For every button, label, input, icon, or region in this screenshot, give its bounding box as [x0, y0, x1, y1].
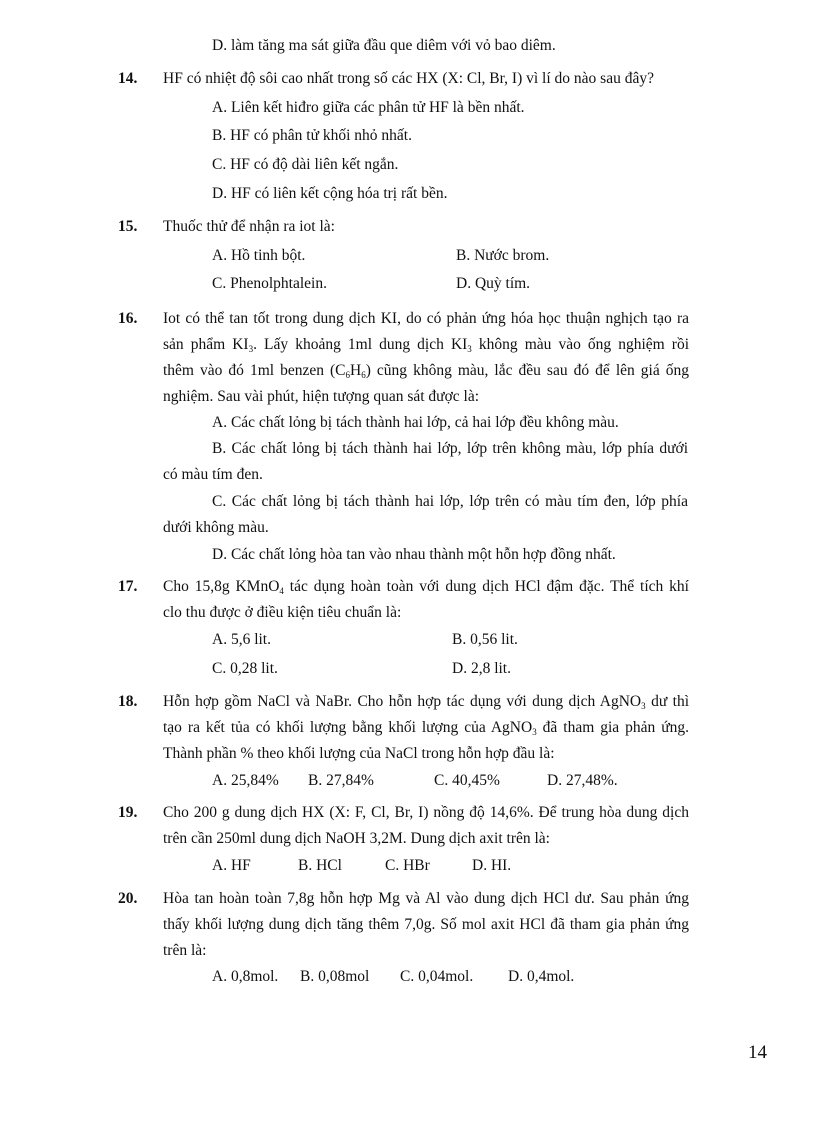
q15-stem: Thuốc thử để nhận ra iot là: [163, 218, 335, 235]
q18-stem-line-3: Thành phần % theo khối lượng của NaCl trong hỗn hợp đầu là: [163, 745, 555, 762]
q18-option-a: A. 25,84% [212, 772, 279, 789]
q20-option-a: A. 0,8mol. [212, 968, 279, 985]
q18-number: 18. [118, 693, 138, 710]
q16-option-c-line-2: dưới không màu. [163, 519, 269, 536]
q19-option-c: C. HBr [385, 857, 430, 874]
q13-option-d: D. làm tăng ma sát giữa đầu que diêm với vỏ bao diêm. [212, 37, 556, 54]
q14-stem: HF có nhiệt độ sôi cao nhất trong số các HX (X: Cl, Br, I) vì lí do nào sau đây? [163, 70, 654, 87]
q14-option-d: D. HF có liên kết cộng hóa trị rất bền. [212, 185, 448, 202]
q16-stem-line-2: sản phẩm $KI_3$. Lấy khoảng 1ml dung dịch $KI_3$ không màu vào ống nghiệm rồi [163, 336, 690, 354]
q18-stem-line-1: Hỗn hợp gồm NaCl và NaBr. Cho hỗn hợp tác dụng với dung dịch AgNO$_3$ dư thì [163, 693, 690, 711]
q17-stem-line-2: clo thu được ở điều kiện tiêu chuẩn là: [163, 604, 402, 621]
q17-option-a: A. 5,6 lit. [212, 631, 271, 648]
q16-option-b-line-2: có màu tím đen. [163, 466, 263, 483]
q16-option-b-line-1: B. Các chất lỏng bị tách thành hai lớp, lớp trên không màu, lớp phía dưới [212, 440, 688, 457]
q20-stem-line-1: Hòa tan hoàn toàn 7,8g hỗn hợp Mg và Al vào dung dịch HCl dư. Sau phản ứng [163, 890, 689, 907]
q20-number: 20. [118, 890, 138, 907]
q15-option-a: A. Hồ tinh bột. [212, 247, 306, 264]
q18-option-d: D. 27,48%. [547, 772, 618, 789]
q16-option-d: D. Các chất lỏng hòa tan vào nhau thành một hỗn hợp đồng nhất. [212, 546, 616, 563]
q18-option-b: B. 27,84% [308, 772, 374, 789]
q15-option-d: D. Quỳ tím. [456, 275, 531, 292]
q19-stem-line-1: Cho 200 g dung dịch HX (X: F, Cl, Br, I) nồng độ 14,6%. Để trung hòa dung dịch [163, 804, 689, 821]
q16-number: 16. [118, 310, 138, 327]
q15-option-c: C. Phenolphtalein. [212, 275, 327, 292]
q16-option-a: A. Các chất lỏng bị tách thành hai lớp, cả hai lớp đều không màu. [212, 414, 619, 431]
q17-option-b: B. 0,56 lit. [452, 631, 518, 648]
q17-number: 17. [118, 578, 138, 595]
q20-option-b: B. 0,08mol [300, 968, 370, 985]
q14-option-b: B. HF có phân tử khối nhỏ nhất. [212, 127, 412, 144]
q16-stem-line-1: Iot có thể tan tốt trong dung dịch KI, do có phản ứng hóa học thuận nghịch tạo ra [163, 310, 689, 327]
q19-option-d: D. HI. [472, 857, 512, 874]
q18-option-c: C. 40,45% [434, 772, 500, 789]
q16-stem-line-4: nghiệm. Sau vài phút, hiện tượng quan sát được là: [163, 388, 480, 405]
q20-option-d: D. 0,4mol. [508, 968, 575, 985]
page-number: 14 [748, 1042, 767, 1063]
q17-option-d: D. 2,8 lit. [452, 660, 511, 677]
q19-option-a: A. HF [212, 857, 251, 874]
q14-option-a: A. Liên kết hiđro giữa các phân tử HF là bền nhất. [212, 99, 525, 116]
q14-option-c: C. HF có độ dài liên kết ngắn. [212, 156, 399, 173]
q17-option-c: C. 0,28 lit. [212, 660, 278, 677]
q15-option-b: B. Nước brom. [456, 247, 550, 264]
q14-number: 14. [118, 70, 138, 87]
q19-stem-line-2: trên cần 250ml dung dịch NaOH 3,2M. Dung dịch axit trên là: [163, 830, 550, 847]
q20-stem-line-3: trên là: [163, 942, 207, 959]
q18-stem-line-2: tạo ra kết tủa có khối lượng bằng khối lượng của AgNO$_3$ đã tham gia phản ứng. [163, 719, 689, 737]
q20-option-c: C. 0,04mol. [400, 968, 474, 985]
q16-stem-line-3: thêm vào đó 1ml benzen $(C_6H_6)$ cũng không màu, lắc đều sau đó để lên giá ống [163, 362, 689, 380]
q20-stem-line-2: thấy khối lượng dung dịch tăng thêm 7,0g. Số mol axit HCl đã tham gia phản ứng [163, 916, 689, 933]
q19-number: 19. [118, 804, 138, 821]
q17-stem-line-1: Cho 15,8g KMnO$_4$ tác dụng hoàn toàn với dung dịch HCl đậm đặc. Thể tích khí [163, 578, 689, 596]
q16-option-c-line-1: C. Các chất lỏng bị tách thành hai lớp, lớp trên có màu tím đen, lớp phía [212, 493, 688, 510]
q19-option-b: B. HCl [298, 857, 342, 874]
q15-number: 15. [118, 218, 138, 235]
